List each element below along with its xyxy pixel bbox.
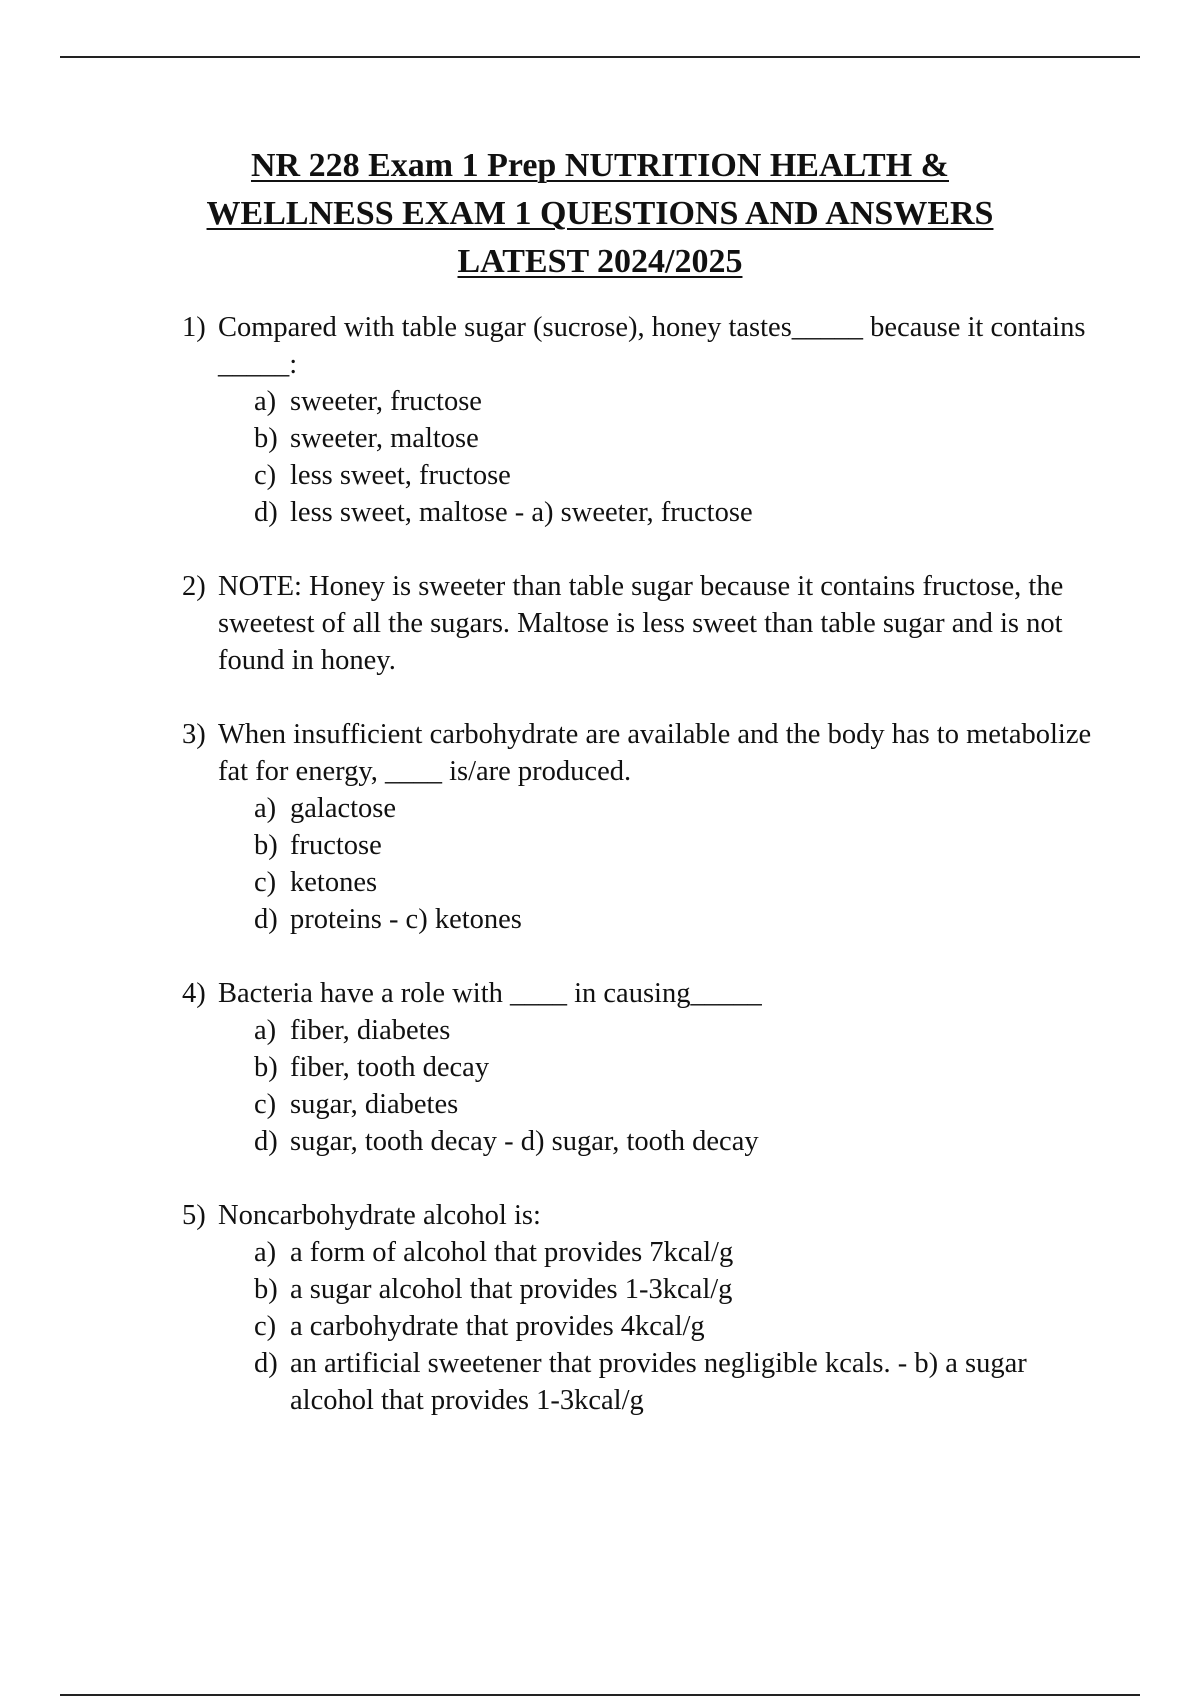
question-number: 1) bbox=[182, 312, 206, 343]
option-letter: d) bbox=[254, 904, 278, 935]
option-b bbox=[218, 827, 1102, 864]
option-letter: c) bbox=[254, 460, 277, 491]
question-text: Bacteria have a role with ____ in causing_____ bbox=[218, 978, 762, 1009]
question-number: 4) bbox=[182, 978, 206, 1009]
option-text: a carbohydrate that provides 4kcal/g bbox=[290, 1311, 705, 1342]
option-text: sugar, tooth decay - d) sugar, tooth decay bbox=[290, 1126, 759, 1157]
option-text: ketones bbox=[290, 867, 378, 898]
option-b bbox=[218, 1049, 1102, 1086]
question-1 bbox=[182, 309, 1102, 531]
option-letter: a) bbox=[254, 1237, 277, 1268]
option-list bbox=[218, 383, 1102, 531]
option-list bbox=[218, 1012, 1102, 1160]
option-text: a form of alcohol that provides 7kcal/g bbox=[290, 1237, 734, 1268]
option-text: sweeter, maltose bbox=[290, 423, 479, 454]
option-text: galactose bbox=[290, 793, 397, 824]
option-list bbox=[218, 1234, 1102, 1419]
option-letter: b) bbox=[254, 423, 278, 454]
option-text: a sugar alcohol that provides 1-3kcal/g bbox=[290, 1274, 733, 1305]
title-line-3: LATEST 2024/2025 bbox=[457, 243, 743, 280]
option-b bbox=[218, 420, 1102, 457]
option-letter: b) bbox=[254, 830, 278, 861]
question-5 bbox=[182, 1197, 1102, 1419]
option-text: sweeter, fructose bbox=[290, 386, 482, 417]
option-letter: d) bbox=[254, 1126, 278, 1157]
option-letter: a) bbox=[254, 1015, 277, 1046]
question-text: When insufficient carbohydrate are available and the body has to metabolize fat for energy, ____ is/are produced. bbox=[218, 719, 1092, 787]
question-text: Compared with table sugar (sucrose), honey tastes_____ because it contains _____: bbox=[218, 312, 1086, 380]
option-text: fiber, tooth decay bbox=[290, 1052, 490, 1083]
option-a bbox=[218, 1012, 1102, 1049]
option-a bbox=[218, 383, 1102, 420]
option-letter: a) bbox=[254, 793, 277, 824]
option-letter: d) bbox=[254, 497, 278, 528]
title-line-2: WELLNESS EXAM 1 QUESTIONS AND ANSWERS bbox=[206, 195, 994, 232]
option-a bbox=[218, 1234, 1102, 1271]
option-d bbox=[218, 901, 1102, 938]
option-letter: d) bbox=[254, 1348, 278, 1379]
document-title bbox=[150, 142, 1050, 286]
title-line-1: NR 228 Exam 1 Prep NUTRITION HEALTH & bbox=[250, 147, 949, 184]
option-text: less sweet, fructose bbox=[290, 460, 511, 491]
option-letter: b) bbox=[254, 1274, 278, 1305]
option-text: fiber, diabetes bbox=[290, 1015, 451, 1046]
question-number: 5) bbox=[182, 1200, 206, 1231]
question-text: Noncarbohydrate alcohol is: bbox=[218, 1200, 541, 1231]
option-text: an artificial sweetener that provides negligible kcals. - b) a sugar alcohol that provides 1-3kcal/g bbox=[290, 1348, 1027, 1416]
question-number: 3) bbox=[182, 719, 206, 750]
option-letter: a) bbox=[254, 386, 277, 417]
option-text: fructose bbox=[290, 830, 382, 861]
option-list bbox=[218, 790, 1102, 938]
option-d bbox=[218, 1345, 1102, 1419]
question-text: NOTE: Honey is sweeter than table sugar because it contains fructose, the sweetest of all the sugars. Maltose is less sweet than table sugar and is not found in honey. bbox=[218, 571, 1064, 676]
option-text: proteins - c) ketones bbox=[290, 904, 522, 935]
option-c bbox=[218, 1308, 1102, 1345]
question-number: 2) bbox=[182, 571, 206, 602]
option-b bbox=[218, 1271, 1102, 1308]
option-c bbox=[218, 1086, 1102, 1123]
top-divider bbox=[60, 56, 1140, 58]
bottom-divider bbox=[60, 1694, 1140, 1696]
option-text: less sweet, maltose - a) sweeter, fructose bbox=[290, 497, 753, 528]
question-4 bbox=[182, 975, 1102, 1160]
option-a bbox=[218, 790, 1102, 827]
question-list bbox=[182, 309, 1102, 1456]
option-letter: c) bbox=[254, 867, 277, 898]
option-c bbox=[218, 864, 1102, 901]
option-d bbox=[218, 1123, 1102, 1160]
option-letter: c) bbox=[254, 1311, 277, 1342]
question-2 bbox=[182, 568, 1102, 679]
option-d bbox=[218, 494, 1102, 531]
question-3 bbox=[182, 716, 1102, 938]
option-letter: c) bbox=[254, 1089, 277, 1120]
option-c bbox=[218, 457, 1102, 494]
option-letter: b) bbox=[254, 1052, 278, 1083]
option-text: sugar, diabetes bbox=[290, 1089, 459, 1120]
